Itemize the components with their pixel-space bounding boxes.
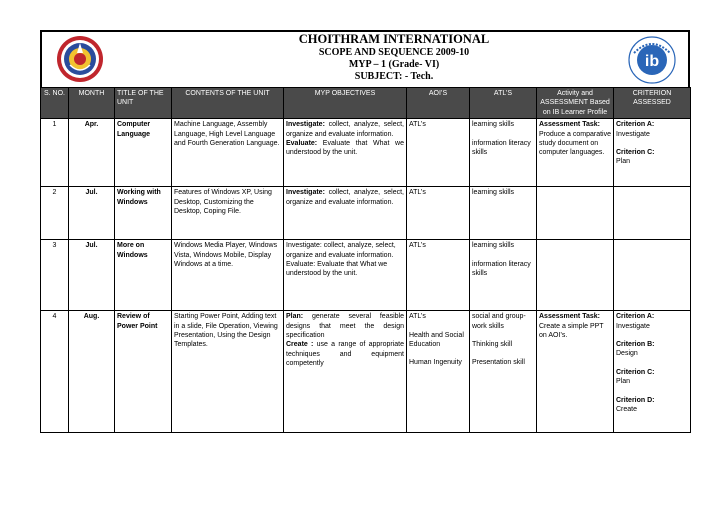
row-activity xyxy=(537,240,614,311)
scope-sequence-page xyxy=(40,30,690,433)
row-aoi xyxy=(407,187,470,240)
row-atl xyxy=(470,240,537,311)
col-title: TITLE OF THE UNIT xyxy=(115,88,172,119)
row-month: Jul. xyxy=(69,240,115,311)
row-activity xyxy=(537,119,614,187)
row-sno: 1 xyxy=(41,119,69,187)
row-title: More on Windows xyxy=(115,240,172,311)
objective-label: Plan: xyxy=(286,313,304,321)
row-title: Working with Windows xyxy=(115,187,172,240)
criterion-text: Investigate xyxy=(616,130,650,138)
row-contents: Starting Power Point, Adding text in a slide, File Operation, Viewing Presentation, Using the Design Templates. xyxy=(172,311,284,433)
row-contents: Windows Media Player, Windows Vista, Windows Mobile, Display Windows at a time. xyxy=(172,240,284,311)
row-contents: Features of Windows XP, Using Desktop, Customizing the Desktop, Coping File. xyxy=(172,187,284,240)
program-grade: MYP – 1 (Grade- VI) xyxy=(348,59,440,70)
atl-item: learning skills xyxy=(472,242,515,250)
criterion-label: Criterion A: xyxy=(616,313,655,321)
row-criterion xyxy=(614,240,691,311)
col-aoi: AOI’S xyxy=(407,88,470,119)
row-contents: Machine Language, Assembly Language, High Level Language and Fourth Generation Language. xyxy=(172,119,284,187)
row-atl xyxy=(470,187,537,240)
row-sno: 4 xyxy=(41,311,69,433)
scope-sequence-table xyxy=(40,87,691,433)
row-month: Apr. xyxy=(69,119,115,187)
atl-item: Presentation skill xyxy=(472,359,525,367)
aoi-item: ATL’s xyxy=(409,121,426,129)
col-criterion: CRITERION ASSESSED xyxy=(614,88,691,119)
col-contents: CONTENTS OF THE UNIT xyxy=(172,88,284,119)
row-aoi xyxy=(407,119,470,187)
row-atl xyxy=(470,119,537,187)
objective-label: Investigate: xyxy=(286,121,325,129)
aoi-item: ATL’s xyxy=(409,242,426,250)
criterion-label: Criterion C: xyxy=(616,149,655,157)
objective-label: Investigate: xyxy=(286,189,325,197)
criterion-text: Design xyxy=(616,350,638,358)
row-month: Jul. xyxy=(69,187,115,240)
row-aoi xyxy=(407,240,470,311)
activity-text: Create a simple PPT on AOI’s. xyxy=(539,322,604,340)
subject-line: SUBJECT: - Tech. xyxy=(354,71,434,82)
row-criterion xyxy=(614,187,691,240)
atl-item: information literacy skills xyxy=(472,139,531,157)
criterion-label: Criterion C: xyxy=(616,368,655,376)
row-activity xyxy=(537,187,614,240)
objective-text: generate several feasible designs that meet the design specification xyxy=(286,313,404,340)
aoi-item: ATL’s xyxy=(409,189,426,197)
activity-label: Assessment Task: xyxy=(539,121,600,129)
table-row xyxy=(41,240,691,311)
activity-text: Produce a comparative study document on computer languages. xyxy=(539,130,611,157)
row-objectives xyxy=(284,187,407,240)
header-titles xyxy=(42,32,688,83)
table-header-row xyxy=(41,88,691,119)
table-row xyxy=(41,311,691,433)
objective-label: Create : xyxy=(286,341,314,349)
criterion-text: Investigate xyxy=(616,322,650,330)
svg-text:ib: ib xyxy=(644,53,660,70)
objective-text: collect, analyze, select, organize and evaluate information. xyxy=(286,121,404,138)
row-criterion xyxy=(614,119,691,187)
atl-item: social and group-work skills xyxy=(472,313,526,330)
row-title: Review of Power Point xyxy=(115,311,172,433)
col-objectives: MYP OBJECTIVES xyxy=(284,88,407,119)
row-activity xyxy=(537,311,614,433)
criterion-label: Criterion D: xyxy=(616,396,655,404)
atl-item: information literacy skills xyxy=(472,260,531,278)
school-name: CHOITHRAM INTERNATIONAL xyxy=(298,32,490,46)
document-header xyxy=(40,30,690,87)
objective-label: Evaluate: xyxy=(286,140,318,148)
aoi-item: ATL’s xyxy=(409,313,426,321)
row-sno: 2 xyxy=(41,187,69,240)
criterion-label: Criterion A: xyxy=(616,121,655,129)
col-sno: S. NO. xyxy=(41,88,69,119)
col-month: MONTH xyxy=(69,88,115,119)
aoi-item: Human Ingenuity xyxy=(409,359,462,367)
atl-item: learning skills xyxy=(472,189,515,197)
row-criterion xyxy=(614,311,691,433)
row-atl xyxy=(470,311,537,433)
atl-item: learning skills xyxy=(472,121,515,129)
criterion-text: Plan xyxy=(616,378,631,386)
col-activity: Activity and ASSESSMENT Based on IB Learner Profile xyxy=(537,88,614,119)
objective-text: Evaluate that What we understood by the unit. xyxy=(286,140,404,157)
table-row xyxy=(41,119,691,187)
row-month: Aug. xyxy=(69,311,115,433)
row-sno: 3 xyxy=(41,240,69,311)
col-atl: ATL’S xyxy=(470,88,537,119)
criterion-text: Create xyxy=(616,406,638,414)
row-title: Computer Language xyxy=(115,119,172,187)
objective-text: collect, analyze, select, organize and evaluate information. xyxy=(286,189,404,206)
atl-item: Thinking skill xyxy=(472,341,513,349)
objective-text: use a range of appropriate techniques and equipment competently xyxy=(286,341,404,368)
activity-label: Assessment Task: xyxy=(539,313,600,321)
aoi-item: Health and Social Education xyxy=(409,331,464,349)
row-objectives: Investigate: collect, analyze, select, organize and evaluate information. Evaluate: Evaluate that What we understood by the unit. xyxy=(284,240,407,311)
document-title: SCOPE AND SEQUENCE 2009-10 xyxy=(318,47,470,58)
criterion-text: Plan xyxy=(616,158,631,166)
ib-world-school-logo-icon xyxy=(626,35,678,85)
row-aoi xyxy=(407,311,470,433)
table-row xyxy=(41,187,691,240)
criterion-label: Criterion B: xyxy=(616,341,655,349)
row-objectives xyxy=(284,119,407,187)
row-objectives xyxy=(284,311,407,433)
